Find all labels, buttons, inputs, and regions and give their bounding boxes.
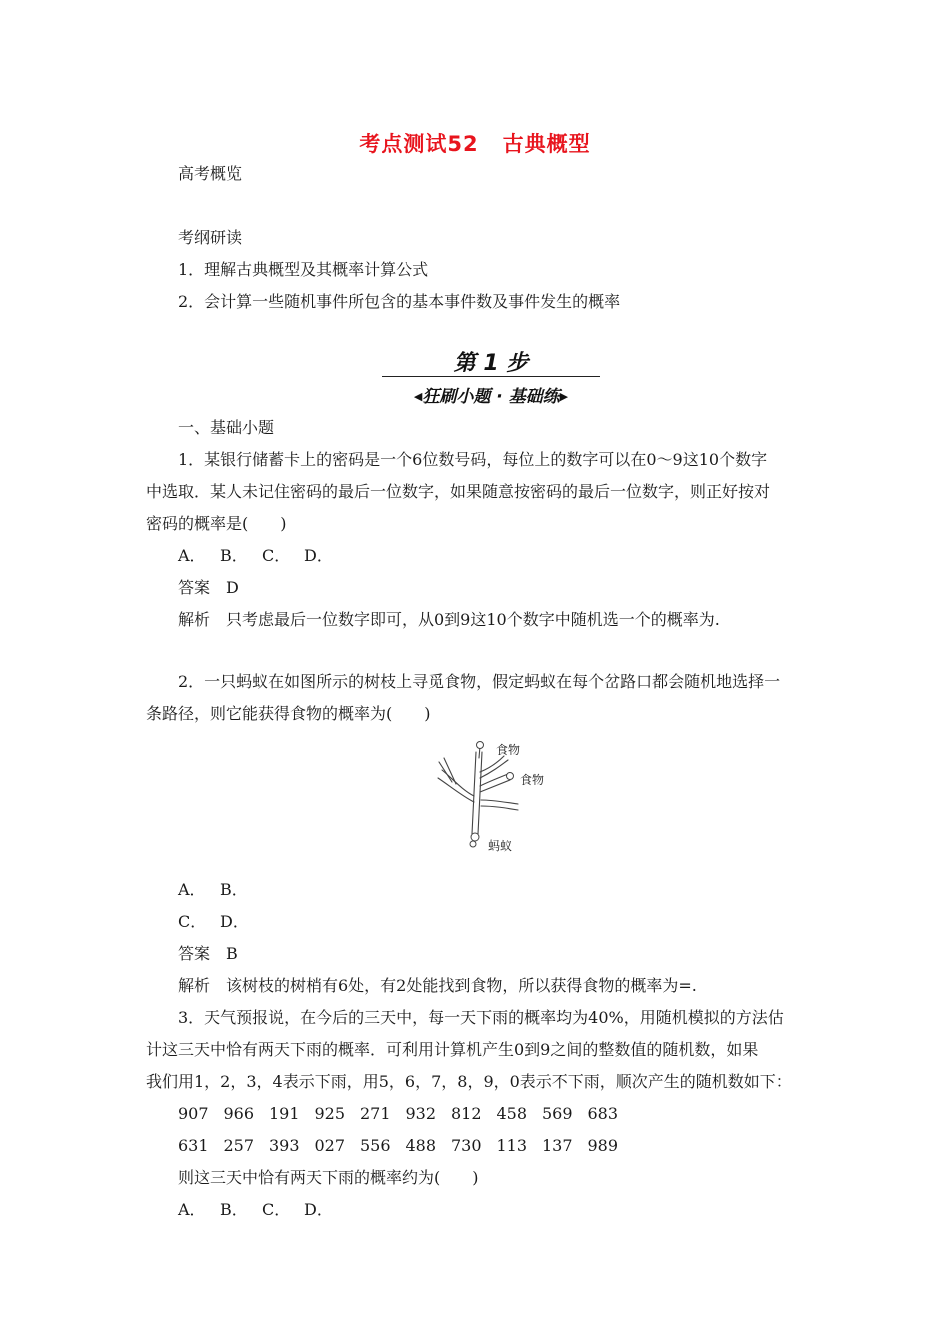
option-c: C． (262, 546, 291, 565)
q1-line: 中选取．某人未记住密码的最后一位数字，如果随意按密码的最后一位数字，则正好按对 (146, 482, 771, 501)
random-number: 113 (496, 1136, 528, 1155)
ant-icon (471, 833, 479, 841)
q1-line: 1．某银行储蓄卡上的密码是一个6位数号码，每位上的数字可以在0～9这10个数字 (178, 450, 768, 469)
q3-line: 3．天气预报说，在今后的三天中，每一天下雨的概率均为40%，用随机模拟的方法估 (178, 1008, 784, 1027)
random-number: 932 (405, 1104, 437, 1123)
option-d: D． (304, 546, 333, 565)
food-icon (507, 773, 514, 780)
random-number: 027 (314, 1136, 346, 1155)
food-label: 食物 (496, 743, 521, 757)
random-numbers-row (178, 1136, 633, 1156)
random-numbers-row (178, 1104, 633, 1124)
random-number: 569 (542, 1104, 573, 1123)
option-d: D． (220, 912, 249, 931)
tree-branch (438, 770, 474, 802)
food-icon (477, 742, 484, 749)
random-number: 257 (223, 1136, 255, 1155)
step-banner (380, 346, 602, 408)
tree-branch (480, 756, 508, 778)
syllabus-item: 2．会计算一些随机事件所包含的基本事件数及事件发生的概率 (178, 292, 621, 311)
ant-icon (470, 841, 476, 847)
random-number: 393 (269, 1136, 300, 1155)
syllabus-heading: 考纲研读 (178, 228, 243, 247)
tree-branch (480, 774, 510, 792)
q3-line: 我们用1，2，3，4表示下雨，用5，6，7，8，9，0表示不下雨，顺次产生的随机数如下： (146, 1072, 792, 1091)
step-label: 第 1 步 (453, 351, 529, 376)
banner-rule (382, 376, 600, 377)
random-number: 683 (587, 1104, 619, 1123)
option-a: A． (178, 880, 206, 899)
q2-line: 2．一只蚂蚁在如图所示的树枝上寻觅食物，假定蚂蚁在每个岔路口都会随机地选择一 (178, 672, 781, 691)
left-arrow-icon: ◀ (413, 390, 423, 403)
option-d: D． (304, 1200, 333, 1219)
option-b: B． (220, 880, 248, 899)
syllabus-item: 1．理解古典概型及其概率计算公式 (178, 260, 429, 279)
tree-trunk (472, 752, 482, 834)
random-number: 730 (451, 1136, 482, 1155)
random-number: 966 (223, 1104, 255, 1123)
option-a: A． (178, 1200, 206, 1219)
ant-tree-figure (430, 738, 560, 860)
option-c: C． (178, 912, 207, 931)
option-b: B． (220, 1200, 248, 1219)
random-number: 191 (269, 1104, 300, 1123)
q1-answer: 答案 D (178, 578, 239, 597)
random-number: 271 (360, 1104, 391, 1123)
q3-question: 则这三天中恰有两天下雨的概率约为( ) (178, 1168, 479, 1187)
banner-subtitle: 狂刷小题 · 基础练 (422, 387, 560, 407)
title-prefix: 考点测试52 (359, 132, 479, 156)
q1-analysis: 解析 只考虑最后一位数字即可，从0到9这10个数字中随机选一个的概率为. (178, 610, 720, 629)
banner-subtitle-row (380, 382, 602, 407)
q1-line: 密码的概率是( ) (146, 514, 287, 533)
page-title (0, 128, 950, 158)
q2-options-row (178, 912, 249, 932)
random-number: 907 (178, 1104, 209, 1123)
section-heading: 一、基础小题 (178, 418, 275, 437)
q2-line: 条路径，则它能获得食物的概率为( ) (146, 704, 431, 723)
random-number: 137 (542, 1136, 573, 1155)
title-main: 古典概型 (502, 132, 591, 156)
q3-line: 计这三天中恰有两天下雨的概率．可利用计算机产生0到9之间的整数值的随机数，如果 (146, 1040, 759, 1059)
random-number: 458 (496, 1104, 528, 1123)
option-b: B． (220, 546, 248, 565)
q1-options (178, 546, 333, 566)
q2-options-row (178, 880, 248, 900)
random-number: 925 (314, 1104, 346, 1123)
overview-heading: 高考概览 (178, 164, 243, 183)
option-c: C． (262, 1200, 291, 1219)
random-number: 488 (405, 1136, 437, 1155)
ant-label: 蚂蚁 (488, 839, 513, 853)
random-number: 556 (360, 1136, 391, 1155)
q2-analysis: 解析 该树枝的树梢有6处，有2处能找到食物，所以获得食物的概率为=. (178, 976, 697, 995)
option-a: A． (178, 546, 206, 565)
q3-options (178, 1200, 333, 1220)
food-label: 食物 (520, 773, 545, 787)
random-number: 631 (178, 1136, 209, 1155)
q2-answer: 答案 B (178, 944, 238, 963)
random-number: 989 (587, 1136, 619, 1155)
tree-branch (481, 800, 518, 810)
random-number: 812 (451, 1104, 482, 1123)
right-arrow-icon: ▶ (559, 390, 569, 403)
